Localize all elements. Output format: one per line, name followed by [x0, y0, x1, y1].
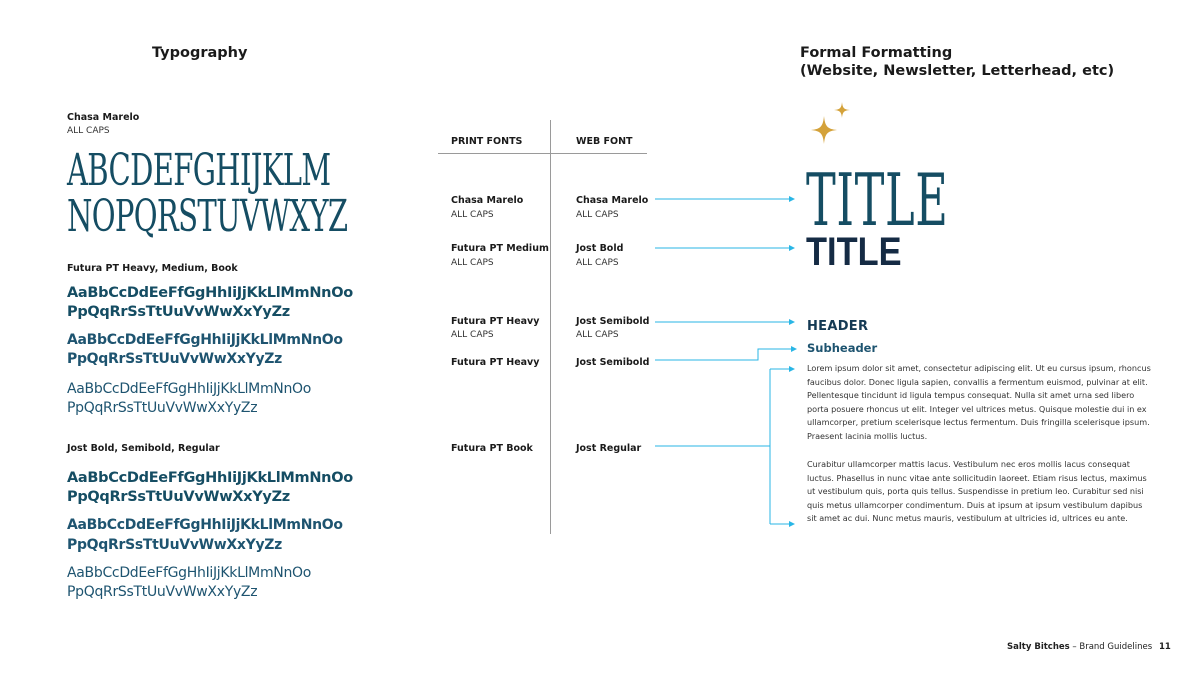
- title-serif-sample: TITLE: [806, 158, 949, 242]
- print-fonts-header: PRINT FONTS: [451, 136, 523, 147]
- print-font-row-5: Futura PT Book: [451, 443, 533, 454]
- arrow-to-subheader: [655, 349, 796, 360]
- jost-bold-line2: PpQqRrSsTtUuVvWwXxYyZz: [67, 489, 290, 505]
- futura-font-name: Futura PT Heavy, Medium, Book: [67, 263, 238, 274]
- chasa-alphabet-line2: NOPQRSTUVWXYZ: [67, 191, 348, 242]
- web-font-case-row-1: ALL CAPS: [576, 210, 619, 220]
- web-font-row-3: Jost Semibold: [576, 316, 650, 327]
- print-font-case-row-2: ALL CAPS: [451, 258, 494, 268]
- chasa-alphabet-line1: ABCDEFGHIJKLM: [67, 145, 331, 196]
- jost-font-name: Jost Bold, Semibold, Regular: [67, 443, 220, 454]
- jost-bold-line1: AaBbCcDdEeFfGgHhIiJjKkLlMmNnOo: [67, 470, 353, 486]
- web-font-case-row-3: ALL CAPS: [576, 330, 619, 340]
- web-font-row-4: Jost Semibold: [576, 357, 650, 368]
- web-font-header: WEB FONT: [576, 136, 633, 147]
- web-font-case-row-2: ALL CAPS: [576, 258, 619, 268]
- print-font-row-1: Chasa Marelo: [451, 195, 524, 206]
- futura-medium-line1: AaBbCcDdEeFfGgHhIiJjKkLlMmNnOo: [67, 332, 343, 348]
- page-number: 11: [1159, 642, 1171, 652]
- footer-separator: –: [1069, 642, 1080, 652]
- print-font-case-row-1: ALL CAPS: [451, 210, 494, 220]
- subheader-sample: Subheader: [807, 341, 878, 355]
- jost-semibold-line1: AaBbCcDdEeFfGgHhIiJjKkLlMmNnOo: [67, 517, 343, 533]
- chasa-font-name: Chasa Marelo: [67, 112, 140, 123]
- footer-doc-title: Brand Guidelines: [1079, 642, 1153, 652]
- futura-book-line2: PpQqRrSsTtUuVvWwXxYyZz: [67, 400, 258, 416]
- jost-semibold-line2: PpQqRrSsTtUuVvWwXxYyZz: [67, 537, 283, 553]
- futura-heavy-line2: PpQqRrSsTtUuVvWwXxYyZz: [67, 304, 290, 320]
- futura-medium-line2: PpQqRrSsTtUuVvWwXxYyZz: [67, 351, 283, 367]
- web-font-row-2: Jost Bold: [576, 243, 624, 254]
- web-font-row-1: Chasa Marelo: [576, 195, 649, 206]
- print-font-row-2: Futura PT Medium: [451, 243, 549, 254]
- header-sample: HEADER: [807, 319, 869, 334]
- chasa-font-case: ALL CAPS: [67, 126, 110, 136]
- jost-regular-line2: PpQqRrSsTtUuVvWwXxYyZz: [67, 584, 258, 600]
- print-font-row-4: Futura PT Heavy: [451, 357, 540, 368]
- print-font-case-row-3: ALL CAPS: [451, 330, 494, 340]
- body-paragraph-2: Curabitur ullamcorper mattis lacus. Vestibulum nec eros mollis lacus consequat luctus. Phasellus in nunc vitae ante sollicitudin laoreet. Etiam risus lectus, maximus ut vestibulum quis, porta quis tellus. Suspendisse in pretium leo. Curabitur sed nisi quis metus ullamcorper condimentum. Duis at ipsum at ipsum vestibulum dapibus sit amet ac dui. Nunc metus mauris, vestibulum at ultricies id, ultrices eu ante.: [807, 459, 1147, 524]
- futura-heavy-line1: AaBbCcDdEeFfGgHhIiJjKkLlMmNnOo: [67, 285, 353, 301]
- futura-book-line1: AaBbCcDdEeFfGgHhIiJjKkLlMmNnOo: [67, 381, 312, 397]
- jost-regular-line1: AaBbCcDdEeFfGgHhIiJjKkLlMmNnOo: [67, 565, 312, 581]
- footer-brand: Salty Bitches: [1007, 642, 1070, 652]
- typography-heading: Typography: [152, 45, 248, 61]
- sparkle-star-icon: [806, 100, 856, 154]
- footer-brand-line: [1007, 642, 1152, 652]
- title-sans-sample: TITLE: [806, 230, 902, 274]
- formal-formatting-subheading: (Website, Newsletter, Letterhead, etc): [800, 63, 1115, 79]
- formal-formatting-heading: Formal Formatting: [800, 45, 953, 61]
- body-paragraph-1: Lorem ipsum dolor sit amet, consectetur adipiscing elit. Ut eu cursus ipsum, rhoncus faucibus dolor. Donec ligula sapien, convallis a fermentum euismod, pulvinar at elit. Pellentesque tincidunt id ligula tempus consequat. Nulla sit amet urna sed libero porta posuere rhoncus ut elit. Integer vel ultrices metus. Quisque molestie dui in ex ullamcorper, pretium scelerisque lectus fermentum. Duis fringilla scelerisque ipsum. Praesent lacinia mollis luctus.: [807, 363, 1151, 441]
- print-font-row-3: Futura PT Heavy: [451, 316, 540, 327]
- web-font-row-5: Jost Regular: [576, 443, 642, 454]
